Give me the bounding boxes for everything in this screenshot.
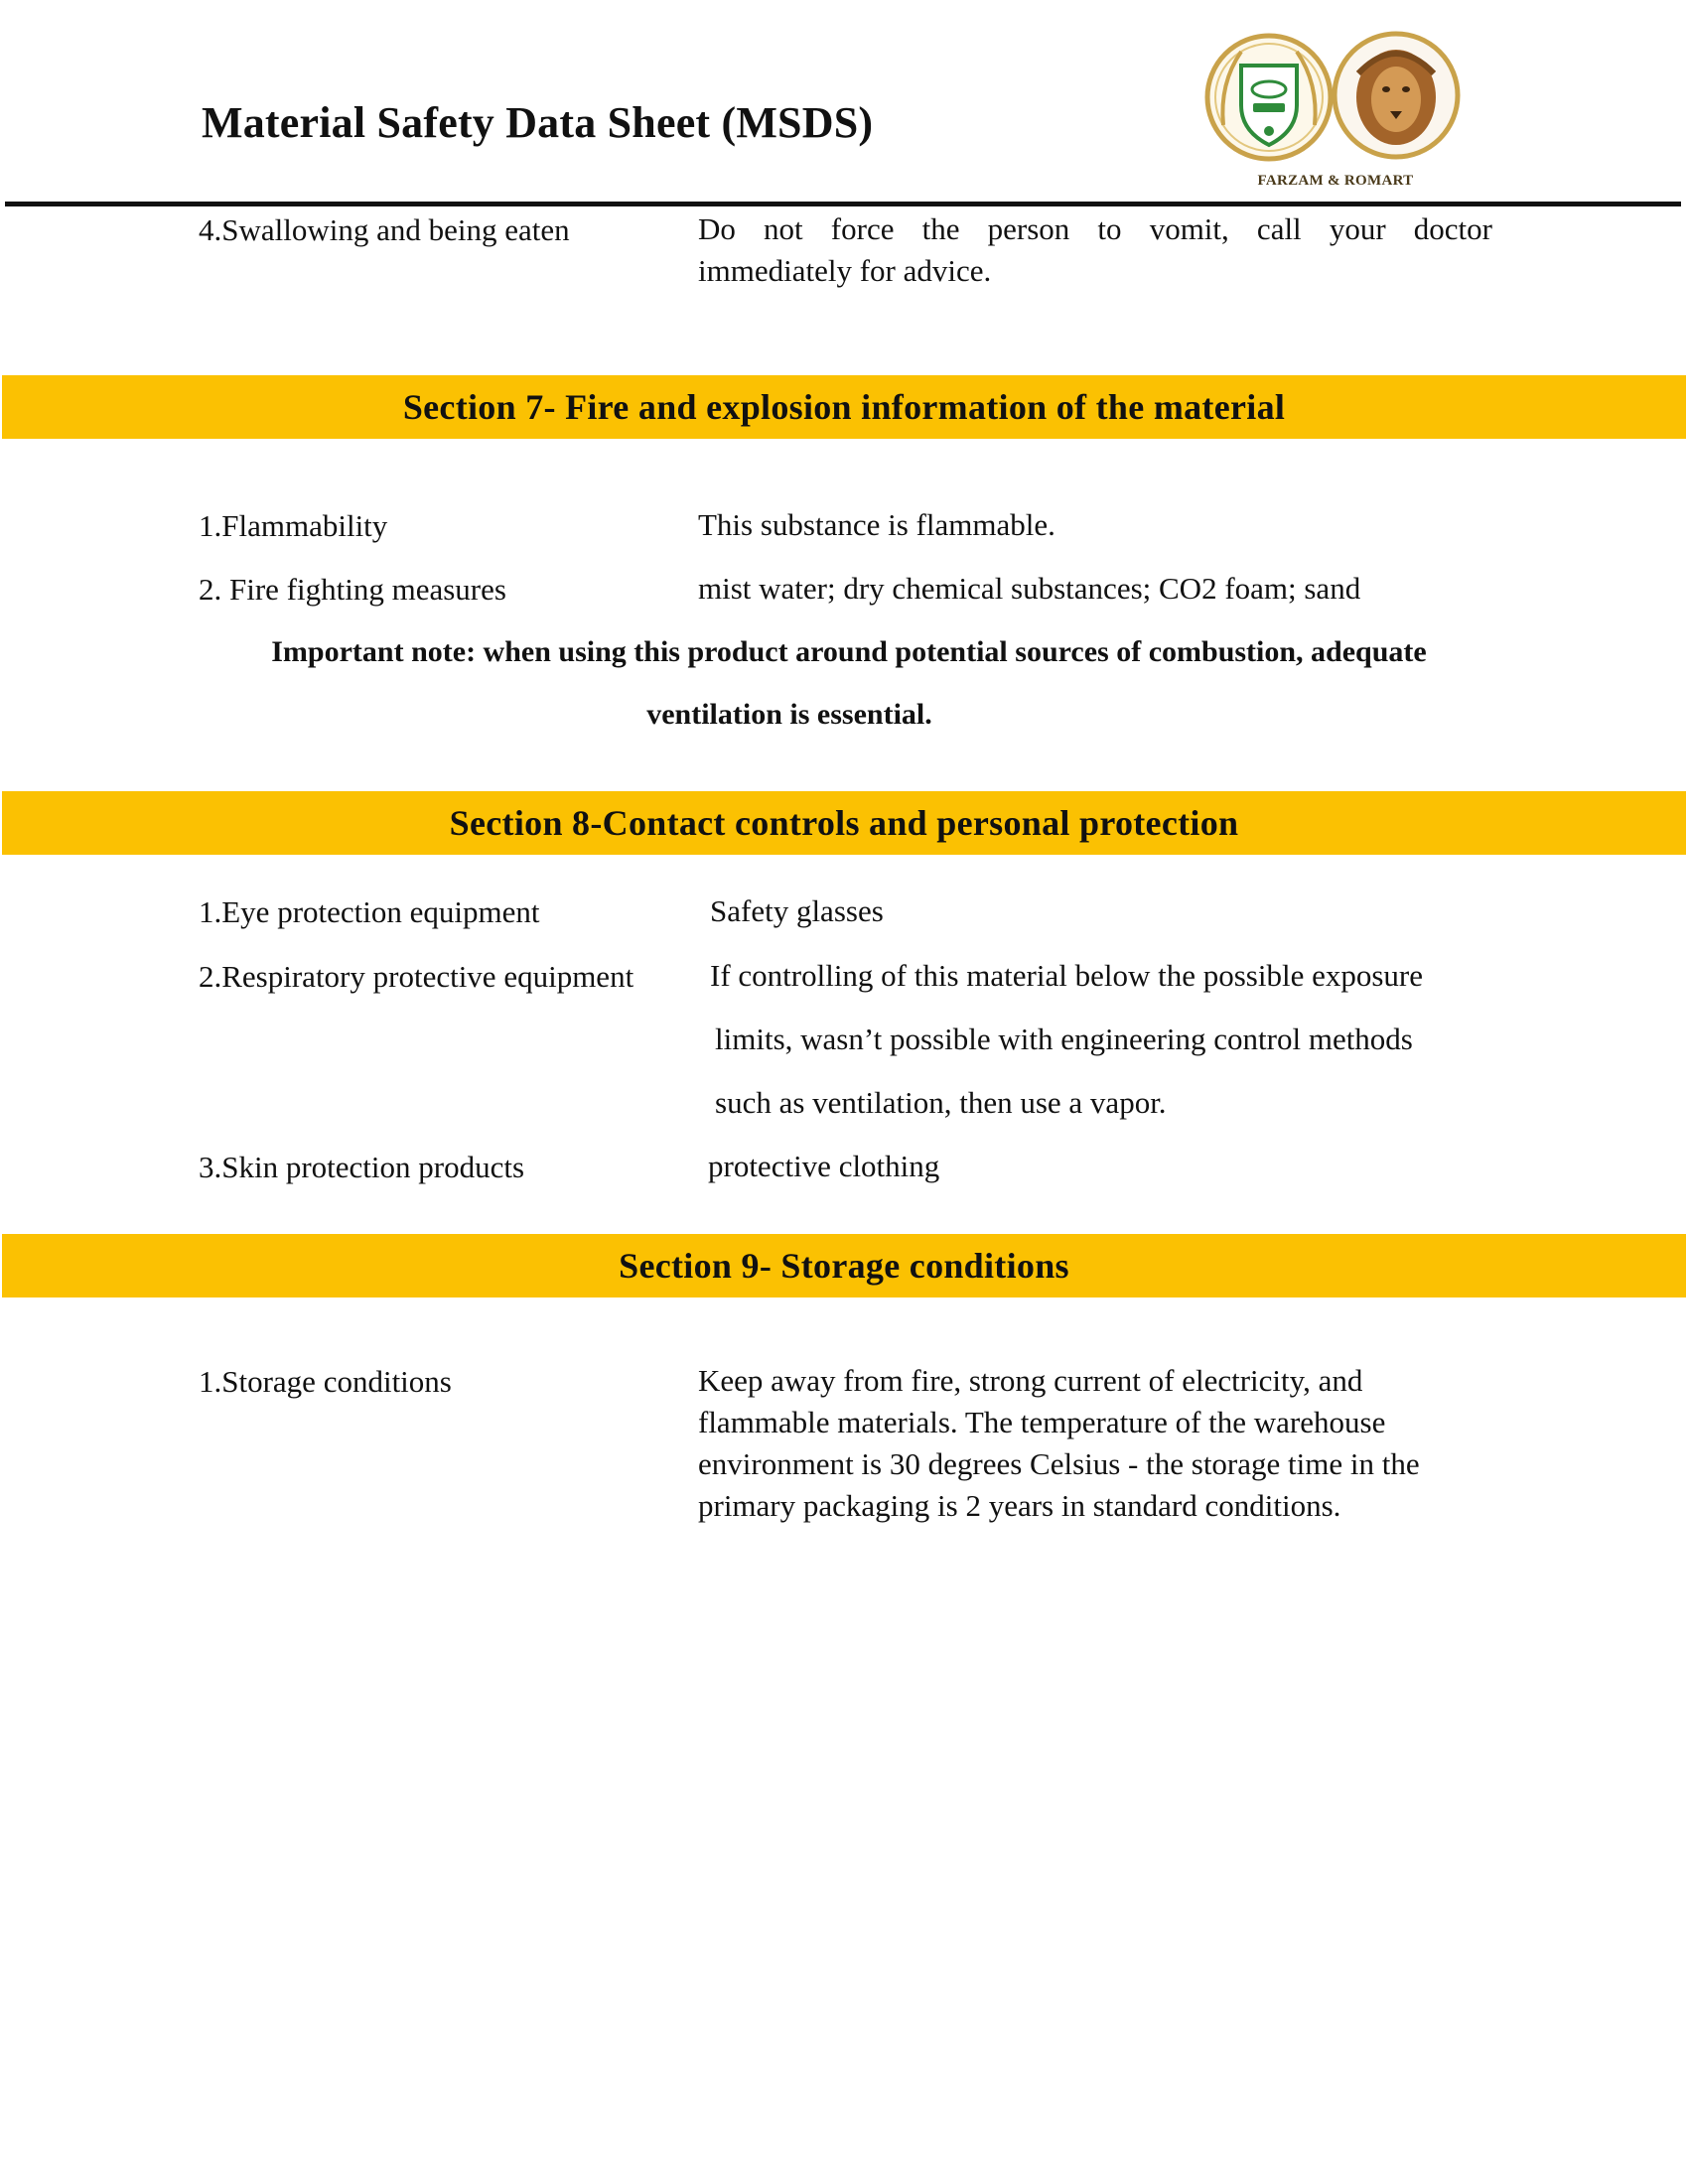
- item-value-storage-line4: primary packaging is 2 years in standard conditions.: [698, 1488, 1341, 1523]
- company-logo: [1201, 14, 1470, 199]
- section-9-header: [2, 1234, 1686, 1297]
- section-8-heading: Section 8-Contact controls and personal protection: [449, 803, 1239, 843]
- item-value-storage-line3: environment is 30 degrees Celsius - the storage time in the: [698, 1446, 1420, 1481]
- item-value-storage-line1: Keep away from fire, strong current of electricity, and: [698, 1363, 1363, 1398]
- item-label-skin-protection: 3.Skin protection products: [199, 1150, 525, 1184]
- item-value-flammability: This substance is flammable.: [698, 507, 1055, 542]
- section-7-heading: Section 7- Fire and explosion information of the material: [402, 387, 1286, 427]
- logo-caption: FARZAM & ROMART: [1257, 173, 1414, 189]
- item-value-respiratory-line1: If controlling of this material below the possible exposure: [710, 958, 1423, 993]
- item-value-respiratory-line3: such as ventilation, then use a vapor.: [715, 1085, 1167, 1120]
- item-label-respiratory: 2.Respiratory protective equipment: [199, 959, 634, 994]
- item-value-eye-protection: Safety glasses: [710, 893, 884, 928]
- important-note-line2: ventilation is essential.: [646, 698, 932, 731]
- header-divider: [5, 202, 1681, 206]
- item-value-fire-fighting: mist water; dry chemical substances; CO2 foam; sand: [698, 571, 1361, 606]
- item-label-eye-protection: 1.Eye protection equipment: [199, 894, 540, 929]
- page-title: Material Safety Data Sheet (MSDS): [202, 98, 874, 147]
- item-label-swallowing: 4.Swallowing and being eaten: [199, 212, 570, 247]
- section-9-heading: Section 9- Storage conditions: [619, 1246, 1069, 1286]
- item-label-storage: 1.Storage conditions: [199, 1364, 452, 1399]
- section-8-header: [2, 791, 1686, 855]
- important-note-line1: Important note: when using this product around potential sources of combustion, adequate: [271, 635, 1427, 668]
- item-label-fire-fighting: 2. Fire fighting measures: [199, 572, 506, 607]
- item-value-swallowing-line1: Do not force the person to vomit, call your doctor: [698, 211, 1492, 246]
- item-value-swallowing-line2: immediately for advice.: [698, 253, 992, 288]
- shield-emblem-icon: [1207, 36, 1331, 159]
- item-value-skin-protection: protective clothing: [708, 1149, 940, 1183]
- item-label-flammability: 1.Flammability: [199, 508, 388, 543]
- section-7-header: [2, 375, 1686, 439]
- lion-emblem-icon: [1335, 34, 1458, 157]
- item-value-respiratory-line2: limits, wasn’t possible with engineering control methods: [715, 1022, 1413, 1056]
- item-value-storage-line2: flammable materials. The temperature of the warehouse: [698, 1405, 1386, 1439]
